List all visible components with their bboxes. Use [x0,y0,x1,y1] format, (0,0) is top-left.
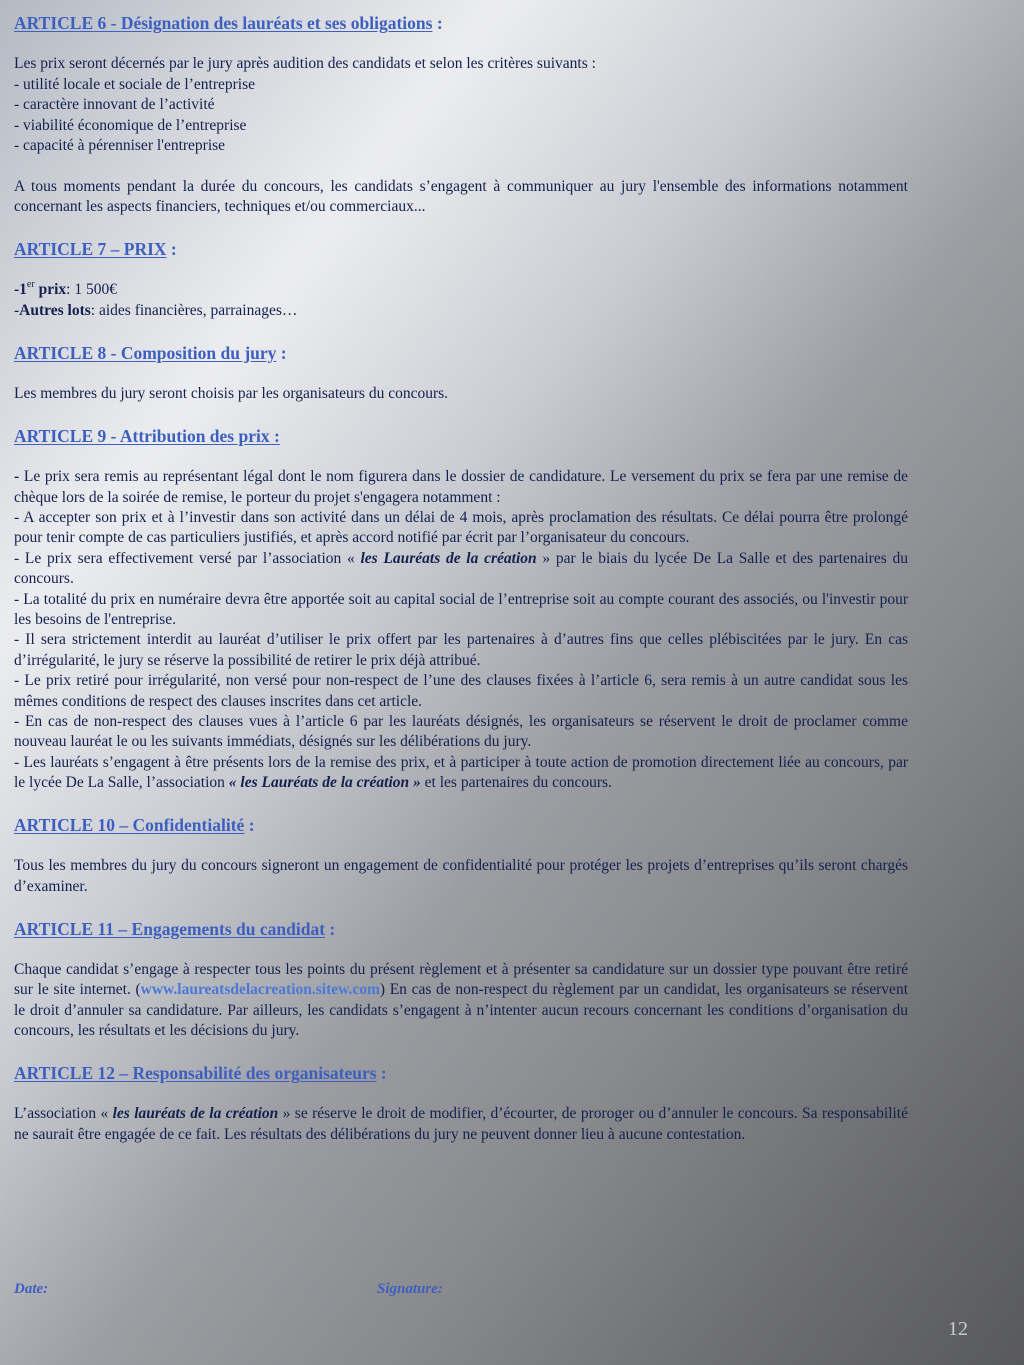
article-12-text: L’association « les lauréats de la création » se réserve le droit de modifier, d’écourter, de proroger ou d’annuler le concours. Sa responsabilité ne saurait être engagée de ce fait. Les résultats des délibérations du jury ne peuvent donner lieu à aucune contestation. [14,1105,908,1143]
article-10-text: Tous les membres du jury du concours signeront un engagement de confidentialité pour protéger les projets d’entreprises qu’ils seront chargés d’examiner. [14,857,908,895]
article-6-paragraph: A tous moments pendant la durée du concours, les candidats s’engagent à communiquer au jury l'ensemble des informations notamment concernant les aspects financiers, techniques et/ou commerciaux... [14,177,908,216]
article-9-paragraph: - Les lauréats s’engagent à être présents lors de la remise des prix, et à participer à toute action de promotion directement liée au concours, par le lycée De La Salle, l’association « les Lauréats de la création » et les partenaires du concours. [14,753,908,792]
article-9-paragraph: - En cas de non-respect des clauses vues à l’article 6 par les lauréats désignés, les organisateurs se réservent le droit de proclamer comme nouveau lauréat le ou les suivants immédiats, désignés sur les délibérations du jury. [14,713,908,751]
article-8-heading: ARTICLE 8 - Composition du jury : [14,342,287,363]
article-9-paragraph: - La totalité du prix en numéraire devra être apportée soit au capital social de l’entreprise soit au compte courant des associés, ou l'investir pour les besoins de l'entreprise. [14,590,908,629]
criterion-item: - utilité locale et sociale de l’entreprise [14,75,255,93]
website-link[interactable]: www.laureatsdelacreation.sitew.com [140,981,380,999]
article-7-heading: ARTICLE 7 – PRIX : [14,239,177,260]
criterion-item: - capacité à pérenniser l'entreprise [14,137,226,155]
article-10-heading: ARTICLE 10 – Confidentialité : [14,815,255,836]
date-label: Date: [14,1281,49,1297]
document-body [14,12,908,1145]
signature-row [14,1281,908,1301]
criterion-item: - caractère innovant de l’activité [14,96,215,114]
article-9-paragraph: - Le prix retiré pour irrégularité, non versé pour non-respect de l’une des clauses fixées à l’article 6, sera remis à un autre candidat sous les mêmes conditions de respect des clauses inscrites dans cet article. [14,672,908,710]
article-9-paragraph: - A accepter son prix et à l’investir dans son activité dans un délai de 4 mois, après proclamation des résultats. Ce délai pourra être prolongé pour tenir compte de cas particuliers justifiés, et après accord notifié par écrit par l’organisateur du concours. [14,509,908,547]
signature-label: Signature: [377,1281,443,1297]
article-6-intro: Les prix seront décernés par le jury après audition des candidats et selon les critères suivants : [14,55,596,73]
criterion-item: - viabilité économique de l’entreprise [14,116,247,134]
article-9-paragraph: - Le prix sera effectivement versé par l’association « les Lauréats de la création » par le biais du lycée De La Salle et des partenaires du concours. [14,549,908,588]
article-11-heading: ARTICLE 11 – Engagements du candidat : [14,918,336,939]
article-11-text: Chaque candidat s’engage à respecter tous les points du présent règlement et à présenter sa candidature sur un dossier type pouvant être retiré sur le site internet. (www.laureatsdelacreation.sitew.com) En cas de non-respect du règlement par un candidat, les organisateurs se réservent le droit d’annuler sa candidature. Par ailleurs, les candidats s’engagent à n’intenter aucun recours concernant les conditions d’organisation du concours, les résultats et les décisions du jury. [14,961,908,1040]
page-number: 12 [948,1318,968,1340]
article-9-heading: ARTICLE 9 - Attribution des prix : [14,425,280,446]
first-prize-line: -1er prix: 1 500€ [14,279,117,299]
article-9-paragraph: - Le prix sera remis au représentant légal dont le nom figurera dans le dossier de candidature. Le versement du prix se fera par une remise de chèque lors de la soirée de remise, le porteur du projet s'engagera notamment : [14,468,908,506]
article-8-text: Les membres du jury seront choisis par les organisateurs du concours. [14,385,449,402]
article-9-paragraph: - Il sera strictement interdit au lauréat d’utiliser le prix offert par les partenaires à d’autres fins que celles plébiscitées par le jury. En cas d’irrégularité, le jury se réserve la possibilité de retirer le prix déjà attribué. [14,631,908,669]
other-lots-line: -Autres lots: aides financières, parrainages… [14,301,298,319]
article-12-heading: ARTICLE 12 – Responsabilité des organisateurs : [14,1063,387,1084]
article-6-heading: ARTICLE 6 - Désignation des lauréats et ses obligations : [14,13,443,33]
